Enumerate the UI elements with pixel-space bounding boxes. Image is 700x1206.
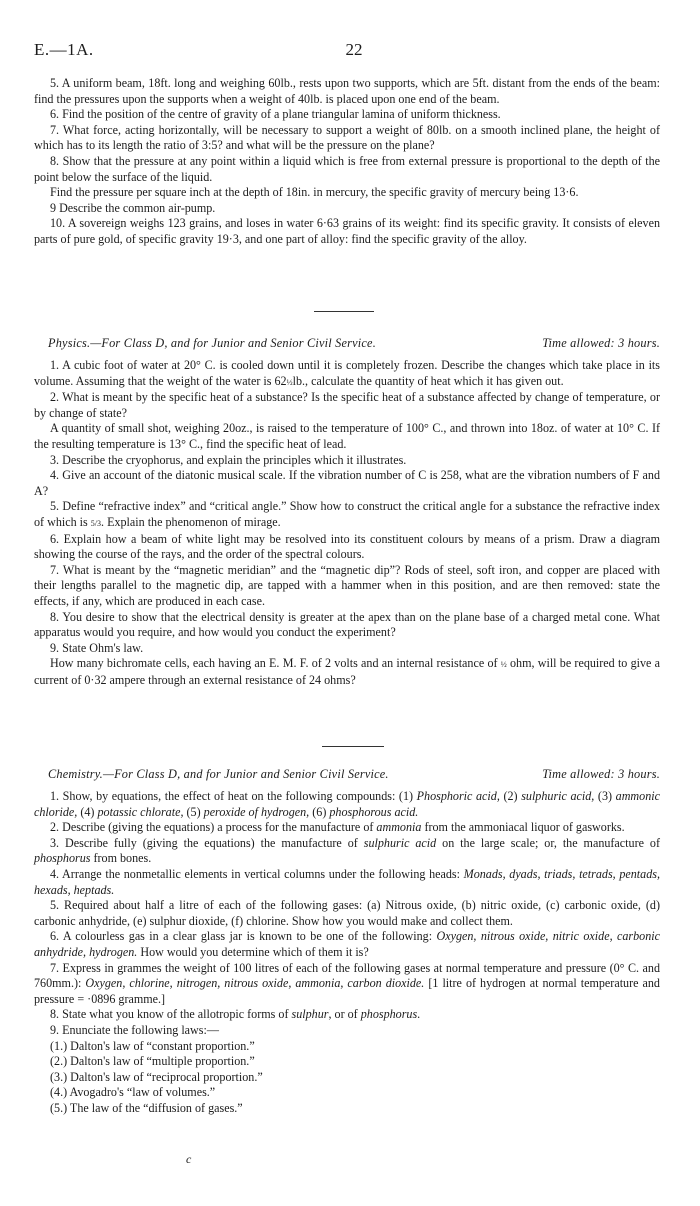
law-item: (2.) Dalton's law of “multiple proportion.” <box>50 1054 255 1069</box>
question: 4. Arrange the nonmetallic elements in vertical columns under the following heads: Monads, dyads, triads, tetrads, pentads, hexads, heptads. <box>34 866 660 897</box>
question: 9. Enunciate the following laws:— <box>50 1022 219 1037</box>
question: 3. Describe the cryophorus, and explain the principles which it illustrates. <box>50 452 407 467</box>
question: 9 Describe the common air-pump. <box>50 200 216 215</box>
question: 9. State Ohm's law. <box>50 640 144 655</box>
law-item: (3.) Dalton's law of “reciprocal proportion.” <box>50 1069 263 1084</box>
section-title: Chemistry.—For Class D, and for Junior and Senior Civil Service. <box>48 767 389 781</box>
law-item: (1.) Dalton's law of “constant proportion.” <box>50 1038 255 1053</box>
question: 7. What force, acting horizontally, will be necessary to support a weight of 80lb. on a smooth inclined plane, the height of which has to its length the ratio of 3:5? and what will be the pressure on the plane? <box>34 122 660 153</box>
time-allowed: Time allowed: 3 hours. <box>542 767 660 781</box>
fraction: ½ <box>500 660 507 670</box>
question: 1. A cubic foot of water at 20° C. is cooled down until it is completely frozen. Describe the changes which take place in its volume. Assuming that the weight of the water is 62½lb., calculate the quantity of heat which it has given out. <box>34 358 660 388</box>
question: 4. Give an account of the diatonic musical scale. If the vibration number of C is 258, what are the vibration numbers of F and A? <box>34 468 660 498</box>
question: 6. Find the position of the centre of gravity of a plane triangular lamina of uniform thickness. <box>50 107 501 122</box>
law-item: (4.) Avogadro's “law of volumes.” <box>50 1085 216 1100</box>
section-heading-physics <box>48 336 660 351</box>
mechanics-section <box>34 76 660 248</box>
physics-section <box>34 358 660 688</box>
question: 10. A sovereign weighs 123 grains, and loses in water 6·63 grains of its weight: find its specific gravity. It consists of eleven parts of pure gold, of specific gravity 19·3, and one part of alloy: find the specific gravity of the alloy. <box>34 216 660 246</box>
law-item: (5.) The law of the “diffusion of gases.” <box>50 1100 243 1115</box>
question: 5. Define “refractive index” and “critical angle.” Show how to construct the critical angle for a substance the refractive index of which is 5/3. Explain the phenomenon of mirage. <box>34 499 660 529</box>
question: 8. State what you know of the allotropic forms of sulphur, or of phosphorus. <box>50 1007 421 1022</box>
section-divider <box>314 311 374 312</box>
question: 2. What is meant by the specific heat of a substance? Is the specific heat of a substance affected by change of temperature, or by change of state? <box>34 390 660 420</box>
question: 6. Explain how a beam of white light may be resolved into its constituent colours by means of a prism. Draw a diagram showing the course of the rays, and the order of the spectral colours. <box>34 531 660 562</box>
fraction: ½ <box>286 377 293 387</box>
document-reference: E.—1A. <box>34 40 94 59</box>
section-title: Physics.—For Class D, and for Junior and Senior Civil Service. <box>48 336 376 350</box>
question: 6. A colourless gas in a clear glass jar is known to be one of the following: Oxygen, nitrous oxide, nitric oxide, carbonic anhydride, hydrogen. How would you determine which of them it is? <box>34 929 660 959</box>
footer-mark: c <box>186 1152 192 1166</box>
question-continuation: How many bichromate cells, each having an E. M. F. of 2 volts and an internal resistance of ½ ohm, will be required to give a current of 0·32 ampere through an external resistance of 24 ohms? <box>34 656 660 687</box>
time-allowed: Time allowed: 3 hours. <box>542 336 660 350</box>
question: 2. Describe (giving the equations) a process for the manufacture of ammonia from the ammoniacal liquor of gasworks. <box>50 820 625 835</box>
question: 3. Describe fully (giving the equations) the manufacture of sulphuric acid on the large scale; or, the manufacture of phosphorus from bones. <box>34 835 660 866</box>
question: 8. Show that the pressure at any point within a liquid which is free from external pressure is proportional to the depth of the point below the surface of the liquid. <box>34 153 660 184</box>
question-continuation: A quantity of small shot, weighing 20oz., is raised to the temperature of 100° C., and thrown into 18oz. of water at 10° C. If the resulting temperature is 13° C., find the specific heat of lead. <box>34 421 660 451</box>
section-heading-chemistry <box>48 767 660 782</box>
page-number: 22 <box>345 40 363 59</box>
question: 7. What is meant by the “magnetic meridian” and the “magnetic dip”? Rods of steel, soft iron, and copper are placed with their lengths parallel to the magnetic dip, are tapped with a hammer when in this position, and are then removed: state the effects, if any, which are produced in each case. <box>34 562 660 608</box>
question: 1. Show, by equations, the effect of heat on the following compounds: (1) Phosphoric acid, (2) sulphuric acid, (3) ammonic chloride, (4) potassic chlorate, (5) peroxide of hydrogen, (6) phosphorous acid. <box>34 789 660 819</box>
question: 5. Required about half a litre of each of the following gases: (a) Nitrous oxide, (b) nitric oxide, (c) carbonic oxide, (d) carbonic anhydride, (e) sulphur dioxide, (f) chlorine. Show how you would make and collect them. <box>34 898 660 928</box>
question: 7. Express in grammes the weight of 100 litres of each of the following gases at normal temperature and pressure (0° C. and 760mm.): Oxygen, chlorine, nitrogen, nitrous oxide, ammonia, carbon dioxide. [1 litre of hydrogen at normal temperature and pressure = ·0896 gramme.] <box>34 960 660 1006</box>
question: 5. A uniform beam, 18ft. long and weighing 60lb., rests upon two supports, which are 5ft. distant from the ends of the beam: find the pressures upon the supports when a weight of 40lb. is placed upon one end of the beam. <box>34 76 660 106</box>
chemistry-section <box>34 789 660 1116</box>
page-header <box>34 40 660 64</box>
fraction: 5/3 <box>90 518 102 528</box>
question: 8. You desire to show that the electrical density is greater at the apex than on the plane base of a charged metal cone. What apparatus would you require, and how would you conduct the experiment? <box>34 609 660 640</box>
question-continuation: Find the pressure per square inch at the depth of 18in. in mercury, the specific gravity of mercury being 13·6. <box>50 185 579 200</box>
section-divider <box>322 746 384 747</box>
